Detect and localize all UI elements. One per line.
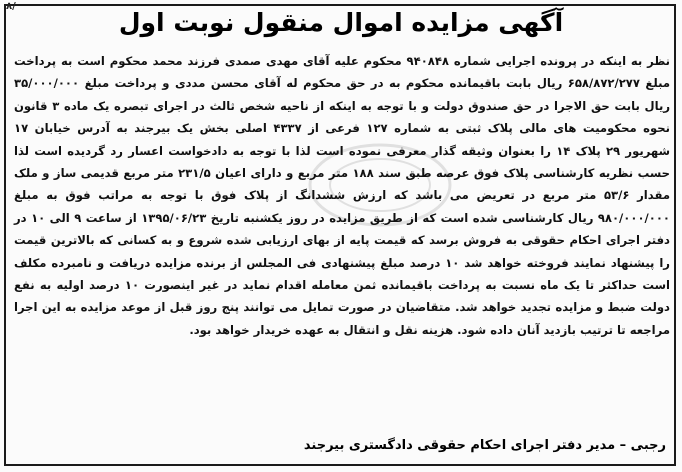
notice-title: آگهی مزایده اموال منقول نوبت اول xyxy=(118,8,564,37)
reference-number: ۸/ xyxy=(6,1,16,12)
notice-body: نظر به اینکه در پرونده اجرایی شماره ۹۴۰۸۴۸ محکوم علیه آقای مهدی صمدی فرزند محمد محکوم است به پرداخت مبلغ ۶۵۸/۸۷۲/۲۷۷ ریال بابت باقیمانده محکوم به در حق محکوم له آقای محسن مددی و پرداخت مبلغ ۳۵/۰۰۰/۰۰۰ ریال بابت حق الاجرا در حق صندوق دولت و با توجه به اینکه از ناحیه شخص ثالث در اجرای تبصره یک ماده ۳ قانون نحوه محکومیت های مالی پلاک ثبتی به شماره ۱۲۷ فرعی از ۴۳۳۷ اصلی بخش یک بیرجند به آدرس خیابان ۱۷ شهریور ۲۹ پلاک ۱۴ را بعنوان وثیقه گذار معرفی نموده است لذا با توجه به دادخواست اعسار رد گردیده است لذا حسب نظریه کارشناسی پلاک فوق عرصه طبق سند ۱۸۸ متر مربع و دارای اعیان ۲۳۱/۵ متر مربع قدیمی ساز و ملک مقدار ۵۳/۶ متر مربع در تعریض می باشد که ارزش ششدانگ از پلاک فوق با توجه به مراتب فوق به مبلغ ۹۸۰/۰۰۰/۰۰۰ ریال کارشناسی شده است که از طریق مزایده در روز یکشنبه تاریخ ۱۳۹۵/۰۶/۲۳ از ساعت ۹ الی ۱۰ در دفتر اجرای احکام حقوقی به فروش برسد که قیمت پایه از بهای ارزیابی شده شروع و به کسانی که بالاترین قیمت را پیشنهاد نمایند فروخته خواهد شد ۱۰ درصد مبلغ پیشنهادی فی المجلس از برنده مزایده دریافت و نامبرده مکلف است حداکثر تا یک ماه نسبت به پرداخت باقیمانده ثمن معامله اقدام نماید در غیر اینصورت ۱۰ درصد اولیه به نفع دولت ضبط و مزایده تجدید خواهد شد. متقاضیان در صورت تمایل می توانند پنج روز قبل از موعد مزایده به این اجرا مراجعه تا ترتیب بازدید آنان داده شود. هزینه نقل و انتقال به عهده خریدار خواهد بود. xyxy=(14,54,671,337)
notice-signature: رجبی – مدیر دفتر اجرای احکام حقوقی دادگستری بیرجند xyxy=(303,438,666,453)
